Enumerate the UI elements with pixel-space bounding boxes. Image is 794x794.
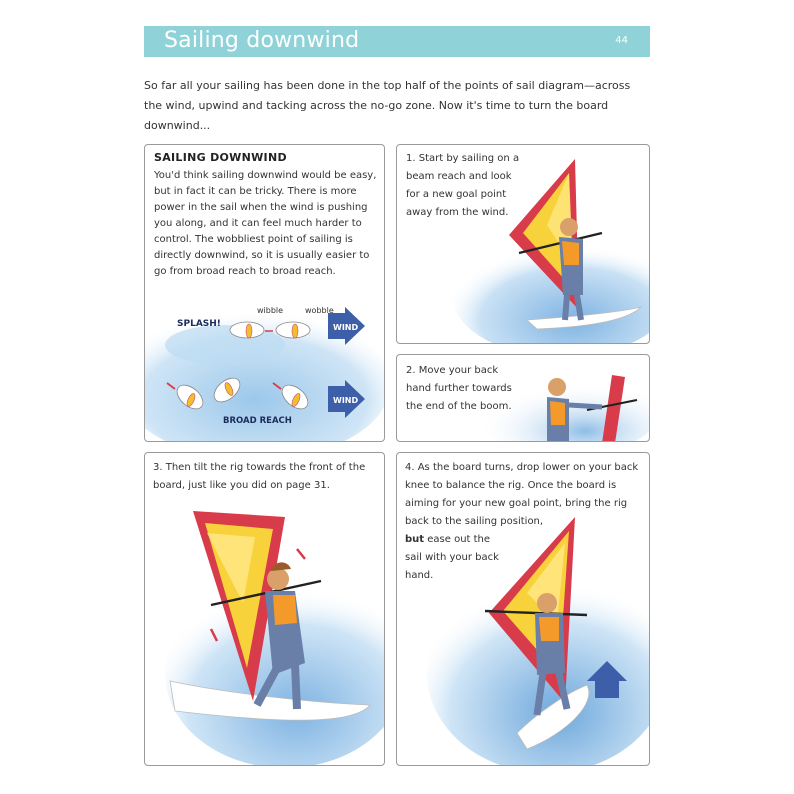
board-icon-2 [276, 322, 310, 338]
page-number: 44 [615, 35, 628, 46]
step-1-text: 1. Start by sailing on a beam reach and look for a new goal point away from the wind. [406, 153, 520, 218]
page-title: Sailing downwind [164, 28, 360, 53]
broad-reach-label: BROAD REACH [223, 416, 292, 426]
step-2-panel [396, 354, 650, 442]
wind-label-1: WIND [333, 323, 359, 332]
info-panel [144, 144, 385, 442]
step-3-panel [144, 452, 385, 766]
step-2-text: 2. Move your back hand further towards the end of the boom. [406, 365, 512, 412]
board-icon-1 [230, 322, 264, 338]
step-4-text-continued [405, 531, 505, 585]
splash-label: SPLASH! [177, 319, 221, 329]
step-3-illustration [145, 453, 385, 766]
wobble-label-1: wibble [257, 306, 284, 315]
step-4-text-b: ease out the sail with your back hand. [405, 534, 499, 581]
info-body: You'd think sailing downwind would be easy, but in fact it can be tricky. There is more power in the sail when the wind is pushing you along, and it can feel much harder to control. The wobbliest point of sailing is directly downwind, so it is usually easier to go from broad reach to broad reach. [154, 170, 377, 277]
wobble-label-2: wobble [305, 306, 334, 315]
step-4-panel [396, 452, 650, 766]
title-bar [144, 26, 650, 57]
info-heading: SAILING DOWNWIND [154, 151, 287, 164]
step-4-text: 4. As the board turns, drop lower on your back knee to balance the rig. Once the board is aiming for your new goal point, bring the rig back to the sailing position, [405, 462, 639, 527]
wind-label-2: WIND [333, 396, 359, 405]
intro-paragraph: So far all your sailing has been done in the top half of the points of sail diagram—across the wind, upwind and tacking across the no-go zone. Now it's time to turn the board downwind... [144, 79, 631, 132]
step-4-bold-word: but [405, 534, 425, 545]
step-3-text: 3. Then tilt the rig towards the front of the board, just like you did on page 31. [153, 462, 366, 491]
step-1-panel [396, 144, 650, 344]
downwind-diagram [145, 145, 385, 442]
